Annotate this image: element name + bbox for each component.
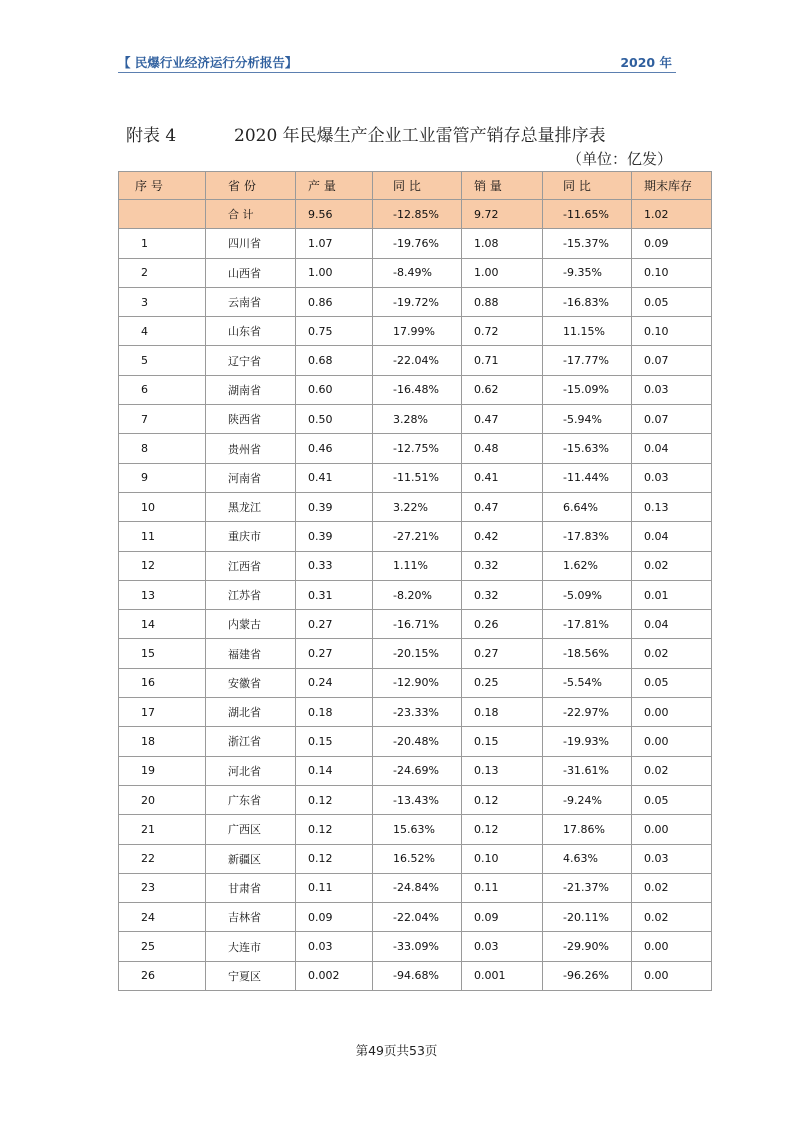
total-row [119,200,712,229]
table-row [119,815,712,844]
inventory-cell: 0.00 [632,932,712,961]
province-cell: 江西省 [206,551,296,580]
table-title: 2020 年民爆生产企业工业雷管产销存总量排序表 [234,126,606,146]
sales-cell: 0.13 [462,756,543,785]
inventory-cell: 0.02 [632,903,712,932]
province-cell: 重庆市 [206,522,296,551]
sales-cell: 0.41 [462,463,543,492]
inventory-cell: 0.10 [632,317,712,346]
inventory-cell: 0.00 [632,698,712,727]
production-yoy-cell: 16.52% [373,844,462,873]
sales-yoy-cell: -21.37% [543,873,632,902]
sales-yoy-cell: -31.61% [543,756,632,785]
inventory-cell: 0.04 [632,522,712,551]
sales-yoy-cell: -20.11% [543,903,632,932]
production-yoy-cell: 3.28% [373,405,462,434]
table-row [119,317,712,346]
production-cell: 0.39 [296,522,373,551]
sales-cell: 0.47 [462,492,543,521]
rank-cell: 22 [119,844,206,873]
production-cell: 0.31 [296,580,373,609]
production-cell: 0.12 [296,844,373,873]
sales-yoy-cell: -11.44% [543,463,632,492]
rank-cell: 18 [119,727,206,756]
inventory-cell: 0.07 [632,405,712,434]
inventory-cell: 0.10 [632,258,712,287]
province-cell: 江苏省 [206,580,296,609]
table-row [119,522,712,551]
table-row [119,258,712,287]
production-cell: 0.27 [296,639,373,668]
table-row [119,434,712,463]
appendix-label: 附表 4 [126,126,177,146]
sales-yoy-cell: -17.77% [543,346,632,375]
sales-cell: 0.18 [462,698,543,727]
sales-yoy-cell: -15.37% [543,229,632,258]
sales-cell: 0.71 [462,346,543,375]
production-cell: 0.12 [296,785,373,814]
sales-cell: 0.15 [462,727,543,756]
sales-cell: 0.32 [462,580,543,609]
sales-yoy-cell: 11.15% [543,317,632,346]
table-row [119,785,712,814]
production-cell: 0.50 [296,405,373,434]
inventory-cell: 0.00 [632,727,712,756]
sales-cell: 0.12 [462,815,543,844]
production-cell: 0.15 [296,727,373,756]
sales-yoy-cell: -96.26% [543,961,632,990]
production-yoy-cell: -23.33% [373,698,462,727]
inventory-cell: 0.03 [632,844,712,873]
sales-cell: 0.12 [462,785,543,814]
table-row [119,492,712,521]
sales-cell: 0.88 [462,287,543,316]
rank-cell: 11 [119,522,206,551]
production-yoy-cell: 1.11% [373,551,462,580]
sales-cell: 0.48 [462,434,543,463]
total-production-cell: 9.56 [296,200,373,229]
production-yoy-cell: 17.99% [373,317,462,346]
rank-cell: 7 [119,405,206,434]
production-cell: 0.68 [296,346,373,375]
rank-cell: 24 [119,903,206,932]
production-cell: 1.00 [296,258,373,287]
province-cell: 吉林省 [206,903,296,932]
column-header-inventory: 期末库存 [632,172,712,200]
production-yoy-cell: -27.21% [373,522,462,551]
production-cell: 0.12 [296,815,373,844]
inventory-cell: 0.02 [632,756,712,785]
column-header-province: 省 份 [206,172,296,200]
rank-cell: 21 [119,815,206,844]
sales-cell: 0.03 [462,932,543,961]
sales-yoy-cell: 1.62% [543,551,632,580]
sales-cell: 0.25 [462,668,543,697]
inventory-cell: 0.02 [632,551,712,580]
production-cell: 0.27 [296,610,373,639]
sales-yoy-cell: 6.64% [543,492,632,521]
rank-cell: 2 [119,258,206,287]
rank-cell: 6 [119,375,206,404]
inventory-cell: 0.00 [632,961,712,990]
table-row [119,229,712,258]
table-row [119,346,712,375]
production-cell: 0.86 [296,287,373,316]
province-cell: 宁夏区 [206,961,296,990]
table-row [119,405,712,434]
sales-cell: 0.001 [462,961,543,990]
sales-cell: 0.09 [462,903,543,932]
table-row [119,844,712,873]
inventory-cell: 0.00 [632,815,712,844]
sales-cell: 0.72 [462,317,543,346]
production-cell: 0.11 [296,873,373,902]
total-inventory-cell: 1.02 [632,200,712,229]
production-yoy-cell: -33.09% [373,932,462,961]
inventory-cell: 0.07 [632,346,712,375]
table-row [119,580,712,609]
table-row [119,668,712,697]
production-cell: 0.75 [296,317,373,346]
rank-cell: 15 [119,639,206,668]
table-row [119,961,712,990]
sales-yoy-cell: -5.54% [543,668,632,697]
province-cell: 黑龙江 [206,492,296,521]
province-cell: 陕西省 [206,405,296,434]
column-header-production-yoy: 同 比 [373,172,462,200]
inventory-cell: 0.04 [632,434,712,463]
production-cell: 1.07 [296,229,373,258]
production-yoy-cell: -8.20% [373,580,462,609]
sales-yoy-cell: -15.09% [543,375,632,404]
province-cell: 贵州省 [206,434,296,463]
province-cell: 湖南省 [206,375,296,404]
inventory-cell: 0.05 [632,287,712,316]
production-yoy-cell: -20.15% [373,639,462,668]
rank-cell: 20 [119,785,206,814]
rank-cell: 13 [119,580,206,609]
inventory-cell: 0.13 [632,492,712,521]
production-cell: 0.14 [296,756,373,785]
sales-yoy-cell: -17.83% [543,522,632,551]
inventory-cell: 0.02 [632,639,712,668]
table-row [119,756,712,785]
production-cell: 0.39 [296,492,373,521]
total-rank-cell [119,200,206,229]
sales-yoy-cell: -29.90% [543,932,632,961]
production-cell: 0.18 [296,698,373,727]
total-label-cell: 合 计 [206,200,296,229]
inventory-cell: 0.05 [632,785,712,814]
sales-yoy-cell: -5.09% [543,580,632,609]
province-cell: 河北省 [206,756,296,785]
column-header-rank: 序 号 [119,172,206,200]
production-cell: 0.33 [296,551,373,580]
report-year: 2020 年 [620,55,672,70]
total-production-yoy-cell: -12.85% [373,200,462,229]
sales-cell: 0.32 [462,551,543,580]
ranking-table [118,171,712,991]
production-yoy-cell: -19.76% [373,229,462,258]
province-cell: 山西省 [206,258,296,287]
sales-cell: 1.08 [462,229,543,258]
table-row [119,463,712,492]
production-yoy-cell: -16.48% [373,375,462,404]
production-yoy-cell: -13.43% [373,785,462,814]
table-row [119,932,712,961]
inventory-cell: 0.04 [632,610,712,639]
province-cell: 甘肃省 [206,873,296,902]
sales-yoy-cell: -5.94% [543,405,632,434]
sales-cell: 0.10 [462,844,543,873]
province-cell: 云南省 [206,287,296,316]
production-yoy-cell: -11.51% [373,463,462,492]
production-yoy-cell: -22.04% [373,346,462,375]
production-cell: 0.002 [296,961,373,990]
production-yoy-cell: -22.04% [373,903,462,932]
production-yoy-cell: -24.69% [373,756,462,785]
sales-yoy-cell: 4.63% [543,844,632,873]
rank-cell: 17 [119,698,206,727]
production-yoy-cell: -12.75% [373,434,462,463]
sales-yoy-cell: -19.93% [543,727,632,756]
province-cell: 广东省 [206,785,296,814]
sales-cell: 0.11 [462,873,543,902]
rank-cell: 26 [119,961,206,990]
table-row [119,727,712,756]
table-header-row [119,172,712,200]
sales-cell: 0.42 [462,522,543,551]
column-header-sales-yoy: 同 比 [543,172,632,200]
production-yoy-cell: -20.48% [373,727,462,756]
province-cell: 山东省 [206,317,296,346]
inventory-cell: 0.03 [632,375,712,404]
sales-cell: 0.27 [462,639,543,668]
sales-cell: 0.47 [462,405,543,434]
rank-cell: 9 [119,463,206,492]
province-cell: 河南省 [206,463,296,492]
rank-cell: 23 [119,873,206,902]
inventory-cell: 0.03 [632,463,712,492]
production-yoy-cell: 3.22% [373,492,462,521]
table-row [119,551,712,580]
table-row [119,873,712,902]
sales-yoy-cell: -16.83% [543,287,632,316]
rank-cell: 14 [119,610,206,639]
sales-yoy-cell: -22.97% [543,698,632,727]
province-cell: 浙江省 [206,727,296,756]
rank-cell: 4 [119,317,206,346]
table-row [119,610,712,639]
table-row [119,375,712,404]
production-cell: 0.03 [296,932,373,961]
inventory-cell: 0.01 [632,580,712,609]
province-cell: 安徽省 [206,668,296,697]
province-cell: 湖北省 [206,698,296,727]
province-cell: 四川省 [206,229,296,258]
table-row [119,903,712,932]
rank-cell: 16 [119,668,206,697]
province-cell: 大连市 [206,932,296,961]
province-cell: 辽宁省 [206,346,296,375]
running-header [118,50,676,73]
rank-cell: 12 [119,551,206,580]
sales-yoy-cell: -15.63% [543,434,632,463]
rank-cell: 19 [119,756,206,785]
rank-cell: 10 [119,492,206,521]
production-yoy-cell: -12.90% [373,668,462,697]
table-row [119,287,712,316]
production-yoy-cell: -19.72% [373,287,462,316]
province-cell: 新疆区 [206,844,296,873]
sales-yoy-cell: -17.81% [543,610,632,639]
page-number: 第49页共53页 [355,1043,438,1058]
sales-cell: 0.26 [462,610,543,639]
province-cell: 内蒙古 [206,610,296,639]
inventory-cell: 0.09 [632,229,712,258]
table-row [119,639,712,668]
production-cell: 0.24 [296,668,373,697]
rank-cell: 25 [119,932,206,961]
unit-label: （单位：亿发） [566,150,672,168]
sales-yoy-cell: -9.24% [543,785,632,814]
production-yoy-cell: -94.68% [373,961,462,990]
production-cell: 0.09 [296,903,373,932]
production-yoy-cell: -24.84% [373,873,462,902]
production-cell: 0.41 [296,463,373,492]
sales-yoy-cell: 17.86% [543,815,632,844]
column-header-sales: 销 量 [462,172,543,200]
rank-cell: 1 [119,229,206,258]
total-sales-cell: 9.72 [462,200,543,229]
rank-cell: 5 [119,346,206,375]
sales-yoy-cell: -9.35% [543,258,632,287]
total-sales-yoy-cell: -11.65% [543,200,632,229]
production-cell: 0.60 [296,375,373,404]
sales-yoy-cell: -18.56% [543,639,632,668]
production-yoy-cell: -16.71% [373,610,462,639]
report-title: 【 民爆行业经济运行分析报告】 [118,55,298,70]
inventory-cell: 0.05 [632,668,712,697]
province-cell: 广西区 [206,815,296,844]
column-header-production: 产 量 [296,172,373,200]
production-yoy-cell: 15.63% [373,815,462,844]
sales-cell: 1.00 [462,258,543,287]
inventory-cell: 0.02 [632,873,712,902]
production-yoy-cell: -8.49% [373,258,462,287]
rank-cell: 8 [119,434,206,463]
production-cell: 0.46 [296,434,373,463]
table-row [119,698,712,727]
province-cell: 福建省 [206,639,296,668]
sales-cell: 0.62 [462,375,543,404]
rank-cell: 3 [119,287,206,316]
